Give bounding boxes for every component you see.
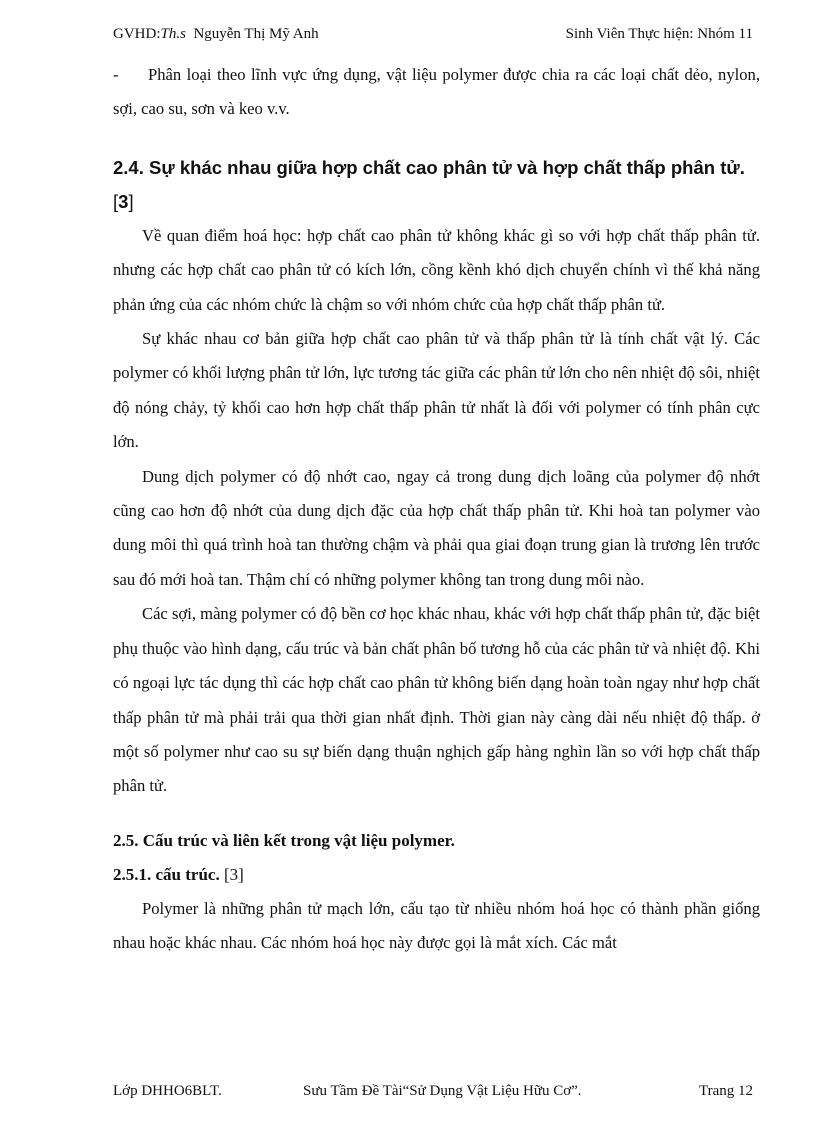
section-2-5-heading: 2.5. Cấu trúc và liên kết trong vật liệu polymer. xyxy=(113,830,455,850)
bullet-item xyxy=(113,58,760,127)
bullet-dash: - xyxy=(113,65,119,84)
page-number: Trang 12 xyxy=(698,1083,753,1099)
section-2-5-1-ref: [3] xyxy=(223,864,244,884)
page-body xyxy=(113,58,760,961)
section-2-5-1-heading xyxy=(113,858,760,892)
students-info: Sinh Viên Thực hiện: Nhóm 11 xyxy=(565,26,753,42)
paragraph: Dung dịch polymer có độ nhớt cao, ngay cả trong dung dịch loãng của polymer độ nhớt cũng cao hơn độ nhớt của dung dịch đặc của hợp chất thấp phân tử. Khi hoà tan polymer vào dung môi thì quá trình hoà tan thường chậm và phải qua giai đoạn trung gian là trương lên trước sau đó mới hoà tan. Thậm chí có những polymer không tan trong dung môi nào. xyxy=(113,466,760,589)
paragraph: Các sợi, màng polymer có độ bền cơ học khác nhau, khác với hợp chất thấp phân tử, đặc biệt phụ thuộc vào hình dạng, cấu trúc và bản chất phân bố tương hỗ của các phân tử và nhiệt độ. Khi có ngoại lực tác dụng thì các hợp chất cao phân tử không biến dạng hoàn toàn ngay như hợp chất thấp phân tử mà phải trải qua thời gian nhất định. Thời gian này càng dài nếu nhiệt độ thấp. ở một số polymer như cao su sự biến dạng thuận nghịch gấp hàng nghìn lần so với hợp chất thấp phân tử. xyxy=(113,604,760,796)
section-2-5-1-title: 2.5.1. cấu trúc. xyxy=(113,864,224,884)
section-2-4-heading xyxy=(113,151,760,219)
paragraph: Polymer là những phân tử mạch lớn, cấu tạo từ nhiều nhóm hoá học có thành phần giống nhau hoặc khác nhau. Các nhóm hoá học này được gọi là mắt xích. Các mắt xyxy=(113,898,760,953)
supervisor-prefix: GVHD: xyxy=(113,26,161,42)
supervisor-title: Th.s xyxy=(160,26,186,42)
ref-close: ] xyxy=(128,190,134,212)
topic-title: Sưu Tầm Đề Tài“Sử Dụng Vật Liệu Hữu Cơ”. xyxy=(303,1083,582,1099)
section-2-4-title: 2.4. Sự khác nhau giữa hợp chất cao phân tử và hợp chất thấp phân tử. xyxy=(113,156,745,178)
supervisor-name: Nguyễn Thị Mỹ Anh xyxy=(193,26,319,42)
paragraph: Về quan điểm hoá học: hợp chất cao phân tử không khác gì so với hợp chất thấp phân tử. nhưng các hợp chất cao phân tử có kích lớn, cồng kềnh khó dịch chuyển chính vì thế khả năng phản ứng của các nhóm chức là chậm so với nhóm chức của hợp chất thấp phân tử. xyxy=(113,225,760,314)
supervisor-info xyxy=(113,26,319,43)
ref-number: 3 xyxy=(118,190,129,212)
class-name: Lớp DHHO6BLT. xyxy=(113,1083,222,1099)
paragraph: Sự khác nhau cơ bản giữa hợp chất cao phân tử và thấp phân tử là tính chất vật lý. Các polymer có khối lượng phân tử lớn, lực tương tác giữa các phân tử lớn cho nên nhiệt độ sôi, nhiệt độ nóng chảy, tỷ khối cao hơn hợp chất thấp phân tử nhất là đối với polymer có tính phân cực lớn. xyxy=(113,329,760,452)
bullet-text: Phân loại theo lĩnh vực ứng dụng, vật liệu polymer được chia ra các loại chất dẻo, nylon, sợi, cao su, sơn và keo v.v. xyxy=(113,65,760,119)
ref-open: [ xyxy=(113,190,119,212)
